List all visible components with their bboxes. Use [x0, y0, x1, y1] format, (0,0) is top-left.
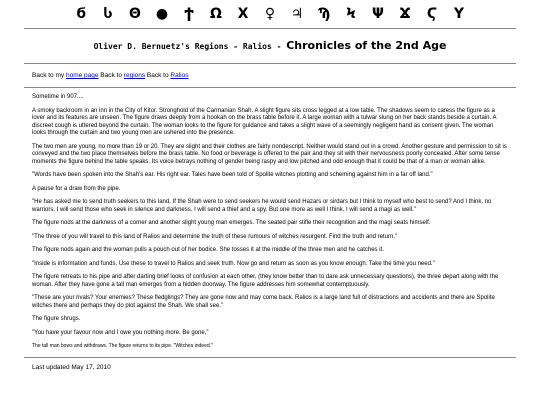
rune-glyph: ● — [155, 6, 169, 22]
paragraph: The figure retreats to his pipe and after darting brief looks of confusion at each other, (they know better than to dare ask unnecessary questions), the three depart along with the woman. After they have gone a tall man emerges from a hidden doorway. The figure addresses him somewhat contemptuously. — [32, 274, 499, 288]
rune-glyph: Ϟ — [346, 6, 356, 22]
rune-glyph: Ω — [210, 6, 222, 22]
rune-glyph: ϭ — [75, 6, 87, 22]
divider — [24, 87, 516, 88]
rune-glyph: Ϡ — [317, 6, 331, 22]
rune-glyph: ♃ — [290, 6, 304, 22]
last-updated: Last updated May 17, 2010 — [32, 363, 111, 371]
rune-glyph: Ψ — [372, 6, 384, 22]
paragraph: "The three of you will travel to this land of Ralios and determine the truth of these rumours of witches resurgent. Find the truth and return." — [32, 233, 398, 240]
divider — [24, 357, 516, 358]
rune-glyph: Ϛ — [426, 6, 438, 22]
paragraph: Sometime in 907.... — [32, 94, 84, 100]
breadcrumb — [32, 72, 508, 79]
paragraph: The figure shrugs. — [32, 316, 81, 322]
paragraph: "You have your favour now and I owe you nothing more. Be gone," — [32, 329, 209, 336]
rune-glyph: Θ — [129, 6, 141, 22]
divider — [24, 63, 516, 64]
home-page-link[interactable]: home page — [65, 72, 99, 79]
title-main: Chronicles of the 2nd Age — [286, 39, 447, 52]
paragraph: "These are your rivals? Your enemies? These fledglings? They are gone now and may come back. Ralios is a large land full of distractions and accidents and there are Spolite witches there and perhaps they do plot against the Shah. We shall see." — [32, 295, 495, 309]
nav-text: Back to — [98, 72, 124, 79]
regions-link[interactable]: regions — [123, 72, 146, 79]
paragraph: "He has asked me to send truth seekers to this land. If the Shah were to send seekers he would send Hazars or sirdars but I think to myself who best to send? And I think, no warriors. I will send those who seek in silence and darkness. I will send a thief and a spy. But one more as well I think. I will send a magi as well." — [32, 199, 492, 213]
page-title — [0, 33, 540, 57]
paragraph: A smoky backroom in an inn in the City of Kitor. Stronghold of the Carmanian Shah. A slight figure sits cross legged at a low table. The shadows seem to caress the figure as a lover and its features are unseen. The figure draws deeply from a hookah on the brass table before it. A large woman with a tulwar slung on her back stands beside a curtain. A discreet cough is uttered beyond the curtain. The woman looks to the figure for guidance and takes a slight wave of a seemingly negligent hand as consent given. The woman looks through the curtain and two young men are ushered into the presence. — [32, 107, 497, 136]
paragraph: The figure nods at the darkness of a corner and another slight young man emerges. The seated pair stifle their recognition and the magi seats himself. — [32, 220, 431, 226]
paragraph: The figure nods again and the woman pulls a pouch out of her bodice. She tosses it at the middle of the three men and he catches it. — [32, 247, 384, 253]
paragraph: "Inside is information and funds. Use these to travel to Ralios and seek truth. Now go and return as soon as you know enough. Take the time you need." — [32, 260, 435, 267]
paragraph: "Words have been spoken into the Shah's ear. His right ear. Tales have been told of Spolite witches plotting and scheming against him in a far off land." — [32, 172, 433, 178]
rune-glyph: ♀ — [264, 6, 276, 22]
rune-glyph: Υ — [453, 6, 465, 22]
story-body — [0, 94, 540, 351]
rune-glyph: Ϫ — [399, 6, 411, 22]
nav-text: Back to — [145, 72, 171, 79]
rune-glyph: Ⴑ — [103, 6, 113, 22]
glyph-banner — [24, 0, 516, 29]
paragraph: The two men are young, no more than 19 or 20. They are slight and their clothes are fairly nondescript. Neither would stand out in a crowd. Another gesture and permission to sit is conveyed and the two place themselves before the brass table. No food or beverage is offered to the pair and they sit with their nervousness poorly concealed. After some tense moments the figure behind the table speaks. Its voice betrays nothing of gender being raspy and low pitched and odd enough that it could be that of a man or woman alike. — [32, 143, 507, 165]
paragraph: A pause for a draw from the pipe. — [32, 185, 121, 192]
rune-glyph: Χ — [237, 6, 249, 22]
title-prefix: Oliver D. Bernuetz's Regions - Ralios - — [93, 42, 287, 51]
rune-glyph: Ϯ — [184, 6, 194, 22]
ralios-link[interactable]: Ralios — [170, 72, 189, 79]
nav-text: Back to my — [32, 72, 66, 79]
closing-line: The tall man bows and withdraws. The figure returns to its pipe. "Witches indeed." — [32, 343, 213, 349]
